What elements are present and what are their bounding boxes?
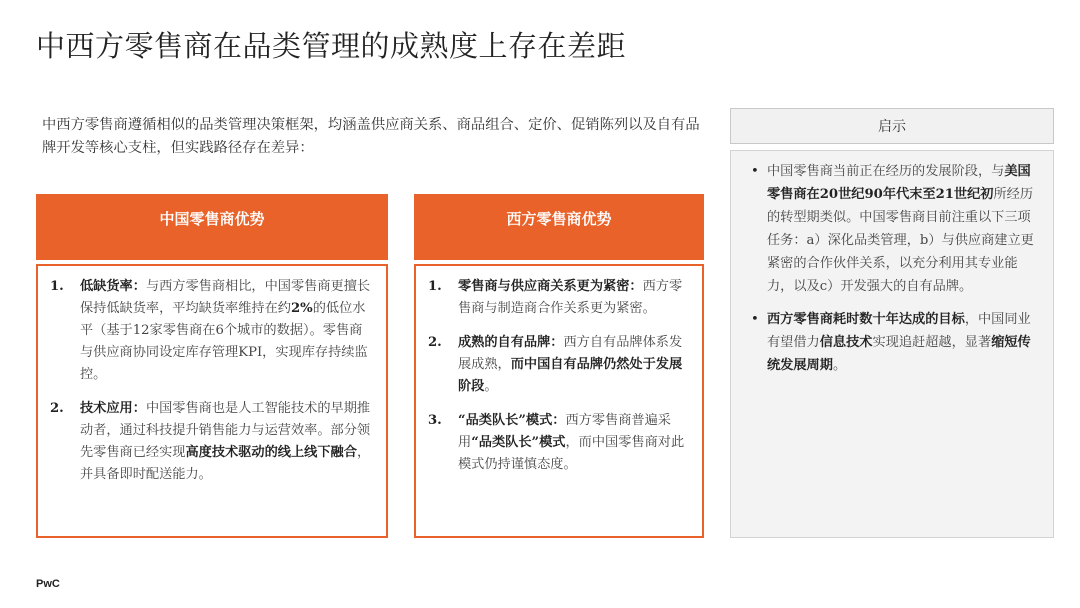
list-item: 1. 低缺货率：与西方零售商相比，中国零售商更擅长保持低缺货率，平均缺货率维持在约2%的低位水平（基于12家零售商在6个城市的数据）。零售商与供应商协同设定库存管理KPI，实现库存持续监控。 xyxy=(50,279,371,382)
list-item: • 西方零售商耗时数十年达成的目标，中国同业有望借力信息技术实现追赶超越，显著缩短传统发展周期。 xyxy=(751,308,1041,377)
list-item: 2. 技术应用：中国零售商也是人工智能技术的早期推动者，通过科技提升销售能力与运营效率。部分领先零售商已经实现高度技术驱动的线上线下融合，并具备即时配送能力。 xyxy=(50,401,371,482)
west-advantage-header xyxy=(414,194,704,260)
brand-footer: PwC xyxy=(36,578,60,590)
list-item: 1. 零售商与供应商关系更为紧密：西方零售商与制造商合作关系更为紧密。 xyxy=(428,279,683,316)
china-advantage-header xyxy=(36,194,388,260)
china-advantage-list xyxy=(46,276,372,486)
list-item: • 中国零售商当前正在经历的发展阶段，与美国零售商在20世纪90年代末至21世纪初所经历的转型期类似。中国零售商目前注重以下三项任务：a）深化品类管理，b）与供应商建立更紧密的合作伙伴关系，以充分利用其专业能力，以及c）开发强大的自有品牌。 xyxy=(751,160,1041,298)
west-advantage-list xyxy=(424,276,690,476)
insights-title: 启示 xyxy=(878,119,906,135)
west-advantage-panel xyxy=(414,264,704,538)
bullet-icon: • xyxy=(751,312,759,327)
list-item: 2. 成熟的自有品牌：西方自有品牌体系发展成熟，而中国自有品牌仍然处于发展阶段。 xyxy=(428,335,683,394)
insights-panel xyxy=(730,150,1054,538)
china-advantage-panel xyxy=(36,264,388,538)
page-title: 中西方零售商在品类管理的成熟度上存在差距 xyxy=(36,29,627,63)
china-advantage-title: 中国零售商优势 xyxy=(159,209,265,228)
list-item: 3. “品类队长”模式：西方零售商普遍采用“品类队长”模式，而中国零售商对此模式仍持谨慎态度。 xyxy=(428,413,685,472)
insights-header xyxy=(730,108,1054,144)
intro-text: 中西方零售商遵循相似的品类管理决策框架，均涵盖供应商关系、商品组合、定价、促销陈列以及自有品牌开发等核心支柱，但实践路径存在差异： xyxy=(42,117,700,156)
west-advantage-title: 西方零售商优势 xyxy=(506,209,612,228)
bullet-icon: • xyxy=(751,164,759,179)
